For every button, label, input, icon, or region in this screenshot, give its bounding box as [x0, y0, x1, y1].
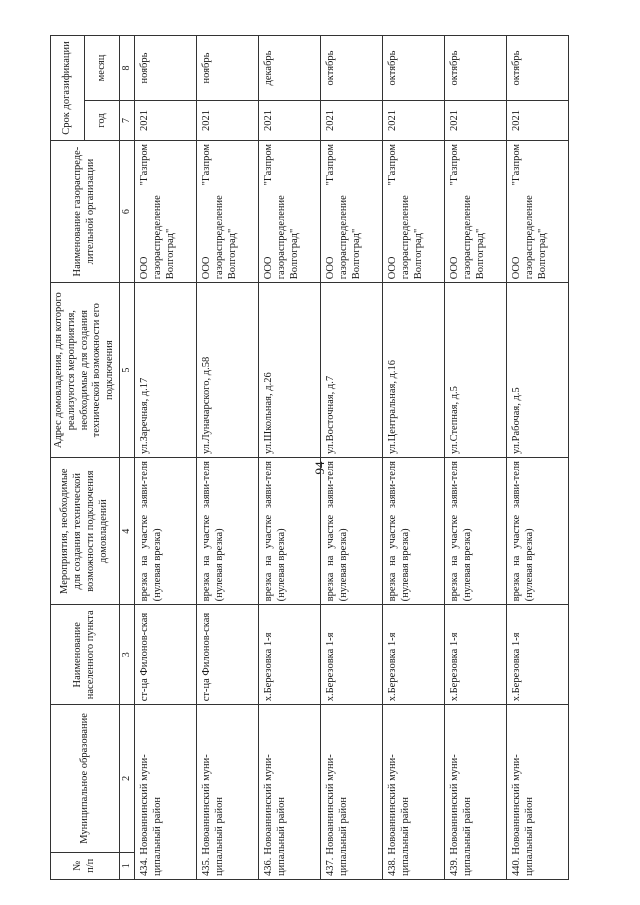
row-index: 435. — [201, 857, 213, 876]
header-municipality: Муниципальное образование — [51, 705, 120, 852]
header-deadline-group: Срок догазификации — [51, 36, 85, 141]
row-work: врезка на участке заяви-теля (нулевая врезка) — [135, 458, 197, 605]
column-number: 6 — [119, 140, 134, 282]
column-number: 7 — [119, 101, 134, 141]
column-number: 4 — [119, 458, 134, 605]
column-number: 5 — [119, 283, 134, 458]
row-index: 438. — [387, 857, 399, 876]
row-index-municipality — [259, 705, 321, 880]
table-row — [383, 36, 445, 880]
header-work: Мероприятия, необходимые для создания технической возможности подключения домовладений — [51, 458, 120, 605]
header-month: месяц — [85, 36, 120, 101]
row-settlement: х.Березовка 1-я — [259, 605, 321, 705]
row-index: 434. — [139, 857, 151, 876]
table-row — [135, 36, 197, 880]
row-municipality: Новоаннинский муни-ципальный район — [201, 754, 225, 876]
row-work: врезка на участке заяви-теля (нулевая врезка) — [197, 458, 259, 605]
table-row — [259, 36, 321, 880]
row-organization: ООО "Газпром газораспределение Волгоград" — [135, 140, 197, 282]
row-index-municipality — [445, 705, 507, 880]
row-work: врезка на участке заяви-теля (нулевая врезка) — [321, 458, 383, 605]
row-work: врезка на участке заяви-теля (нулевая врезка) — [507, 458, 569, 605]
row-month: октябрь — [445, 36, 507, 101]
header-row — [51, 36, 85, 880]
table-row — [507, 36, 569, 880]
row-address: ул.Центральная, д.16 — [383, 283, 445, 458]
row-municipality: Новоаннинский муни-ципальный район — [263, 754, 287, 876]
row-index: 439. — [449, 857, 461, 876]
row-organization: ООО "Газпром газораспределение Волгоград" — [507, 140, 569, 282]
row-month: октябрь — [507, 36, 569, 101]
row-settlement: х.Березовка 1-я — [445, 605, 507, 705]
row-work: врезка на участке заяви-теля (нулевая врезка) — [445, 458, 507, 605]
gasification-table — [50, 35, 569, 880]
column-number: 8 — [119, 36, 134, 101]
row-index-municipality — [383, 705, 445, 880]
row-address: ул.Заречная, д.17 — [135, 283, 197, 458]
row-year: 2021 — [259, 101, 321, 141]
row-year: 2021 — [383, 101, 445, 141]
row-index-municipality — [321, 705, 383, 880]
row-year: 2021 — [321, 101, 383, 141]
row-organization: ООО "Газпром газораспределение Волгоград" — [197, 140, 259, 282]
row-settlement: ст-ца Филонов-ская — [197, 605, 259, 705]
row-address: ул.Восточная, д.7 — [321, 283, 383, 458]
row-work: врезка на участке заяви-теля (нулевая врезка) — [383, 458, 445, 605]
row-organization: ООО "Газпром газораспределение Волгоград" — [383, 140, 445, 282]
header-address: Адрес домовладения, для которого реализуются мероприятия, необходимые для создания технической возможности его подключения — [51, 283, 120, 458]
row-index-municipality — [197, 705, 259, 880]
row-address: ул.Луначарского, д.58 — [197, 283, 259, 458]
row-municipality: Новоаннинский муни-ципальный район — [449, 754, 473, 876]
row-settlement: х.Березовка 1-я — [321, 605, 383, 705]
row-organization: ООО "Газпром газораспределение Волгоград" — [259, 140, 321, 282]
header-index: № п/п — [51, 852, 120, 879]
page-number: 94 — [312, 461, 327, 475]
header-organization: Наименование газораспреде-лительной организации — [51, 140, 120, 282]
header-settlement: Наименование населенного пункта — [51, 605, 120, 705]
row-settlement: ст-ца Филонов-ская — [135, 605, 197, 705]
column-number: 1 — [119, 852, 134, 879]
row-month: декабрь — [259, 36, 321, 101]
row-address: ул.Школьная, д.26 — [259, 283, 321, 458]
row-settlement: х.Березовка 1-я — [507, 605, 569, 705]
row-year: 2021 — [135, 101, 197, 141]
row-municipality: Новоаннинский муни-ципальный район — [325, 754, 349, 876]
rotated-page-content — [50, 35, 640, 880]
row-month: ноябрь — [197, 36, 259, 101]
row-month: октябрь — [321, 36, 383, 101]
row-address: ул.Степная, д.5 — [445, 283, 507, 458]
row-organization: ООО "Газпром газораспределение Волгоград" — [321, 140, 383, 282]
row-organization: ООО "Газпром газораспределение Волгоград" — [445, 140, 507, 282]
row-address: ул.Рабочая, д.5 — [507, 283, 569, 458]
row-settlement: х.Березовка 1-я — [383, 605, 445, 705]
column-number-row — [119, 36, 134, 880]
row-year: 2021 — [507, 101, 569, 141]
row-year: 2021 — [445, 101, 507, 141]
table-row — [197, 36, 259, 880]
table-row — [321, 36, 383, 880]
row-month: октябрь — [383, 36, 445, 101]
row-municipality: Новоаннинский муни-ципальный район — [387, 754, 411, 876]
row-index: 436. — [263, 857, 275, 876]
header-year: год — [85, 101, 120, 141]
column-number: 3 — [119, 605, 134, 705]
table-row — [445, 36, 507, 880]
row-work: врезка на участке заяви-теля (нулевая врезка) — [259, 458, 321, 605]
column-number: 2 — [119, 705, 134, 852]
row-index: 437. — [325, 857, 337, 876]
row-index-municipality — [507, 705, 569, 880]
row-index-municipality — [135, 705, 197, 880]
row-municipality: Новоаннинский муни-ципальный район — [511, 754, 535, 876]
row-municipality: Новоаннинский муни-ципальный район — [139, 754, 163, 876]
row-index: 440. — [511, 857, 523, 876]
row-year: 2021 — [197, 101, 259, 141]
row-month: ноябрь — [135, 36, 197, 101]
